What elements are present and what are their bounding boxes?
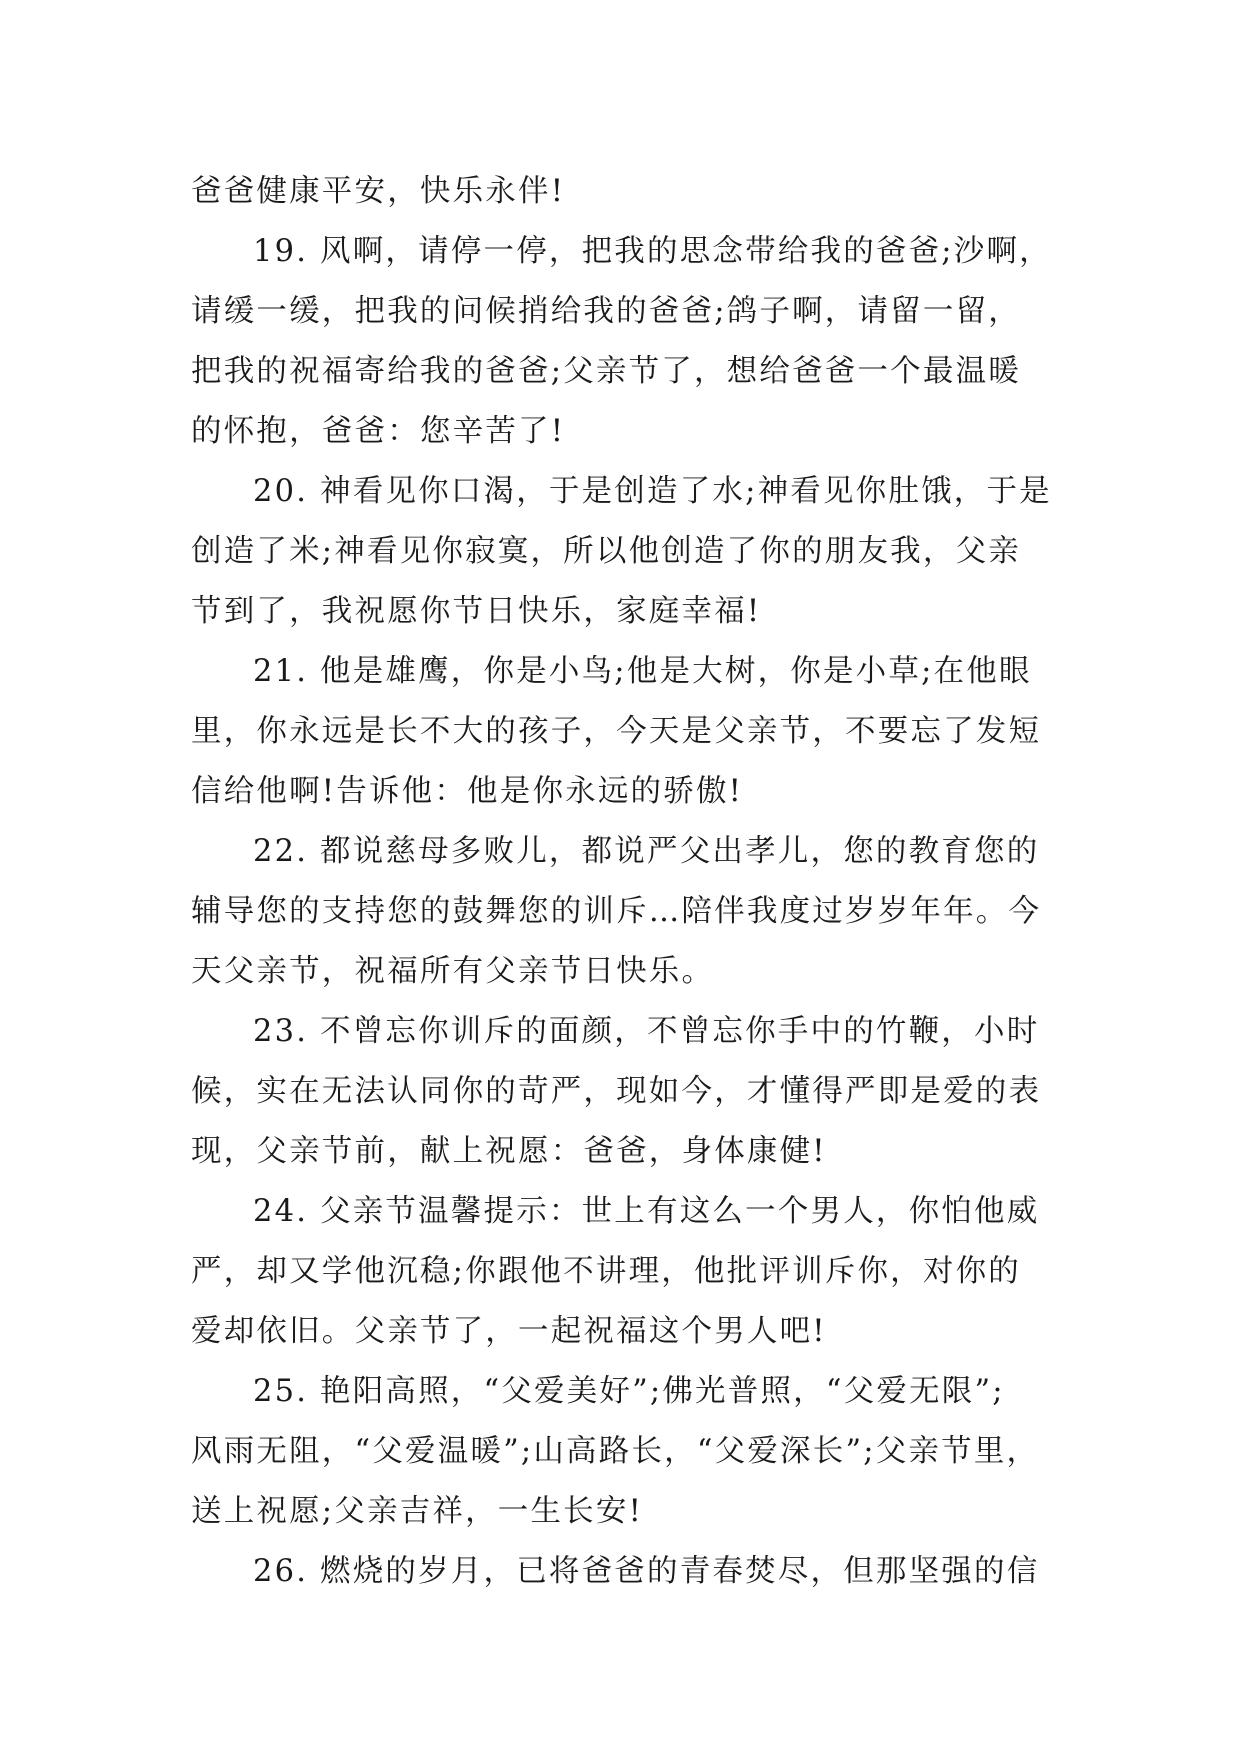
text-line: 信给他啊!告诉他：他是你永远的骄傲! bbox=[191, 774, 744, 809]
text-line: 辅导您的支持您的鼓舞您的训斥…陪伴我度过岁岁年年。今 bbox=[191, 894, 1042, 929]
text-line: 创造了米;神看见你寂寞，所以他创造了你的朋友我，父亲 bbox=[191, 534, 1021, 569]
text-line: 天父亲节，祝福所有父亲节日快乐。 bbox=[191, 954, 715, 989]
text-line: 24. 父亲节温馨提示：世上有这么一个男人，你怕他威 bbox=[253, 1194, 1040, 1229]
text-line: 23. 不曾忘你训斥的面颜，不曾忘你手中的竹鞭，小时 bbox=[253, 1014, 1040, 1049]
text-line: 里，你永远是长不大的孩子，今天是父亲节，不要忘了发短 bbox=[191, 714, 1042, 749]
text-line: 22. 都说慈母多败儿，都说严父出孝儿，您的教育您的 bbox=[253, 834, 1040, 869]
text-line: 的怀抱，爸爸：您辛苦了! bbox=[191, 414, 566, 449]
text-line: 20. 神看见你口渴，于是创造了水;神看见你肚饿，于是 bbox=[253, 474, 1052, 509]
text-line: 把我的祝福寄给我的爸爸;父亲节了，想给爸爸一个最温暖 bbox=[191, 354, 1021, 389]
text-line: 26. 燃烧的岁月，已将爸爸的青春焚尽，但那坚强的信 bbox=[253, 1554, 1040, 1589]
text-line: 风雨无阻，“父爱温暖”;山高路长，“父爱深长”;父亲节里， bbox=[191, 1434, 1040, 1469]
text-line: 爸爸健康平安，快乐永伴! bbox=[191, 174, 566, 209]
text-line: 爱却依旧。父亲节了，一起祝福这个男人吧! bbox=[191, 1314, 827, 1349]
text-line: 19. 风啊，请停一停，把我的思念带给我的爸爸;沙啊， bbox=[253, 234, 1052, 269]
body-text bbox=[191, 162, 1051, 1602]
text-line: 21. 他是雄鹰，你是小鸟;他是大树，你是小草;在他眼 bbox=[253, 654, 1032, 689]
text-line: 请缓一缓，把我的问候捎给我的爸爸;鸽子啊，请留一留， bbox=[191, 294, 1021, 329]
text-line: 送上祝愿;父亲吉祥，一生长安! bbox=[191, 1494, 644, 1529]
text-line: 现，父亲节前，献上祝愿：爸爸，身体康健! bbox=[191, 1134, 827, 1169]
text-line: 候，实在无法认同你的苛严，现如今，才懂得严即是爱的表 bbox=[191, 1074, 1042, 1109]
text-line: 节到了，我祝愿你节日快乐，家庭幸福! bbox=[191, 594, 762, 629]
text-line: 25. 艳阳高照，“父爱美好”;佛光普照，“父爱无限”; bbox=[253, 1374, 1005, 1409]
text-line: 严，却又学他沉稳;你跟他不讲理，他批评训斥你，对你的 bbox=[191, 1254, 1021, 1289]
